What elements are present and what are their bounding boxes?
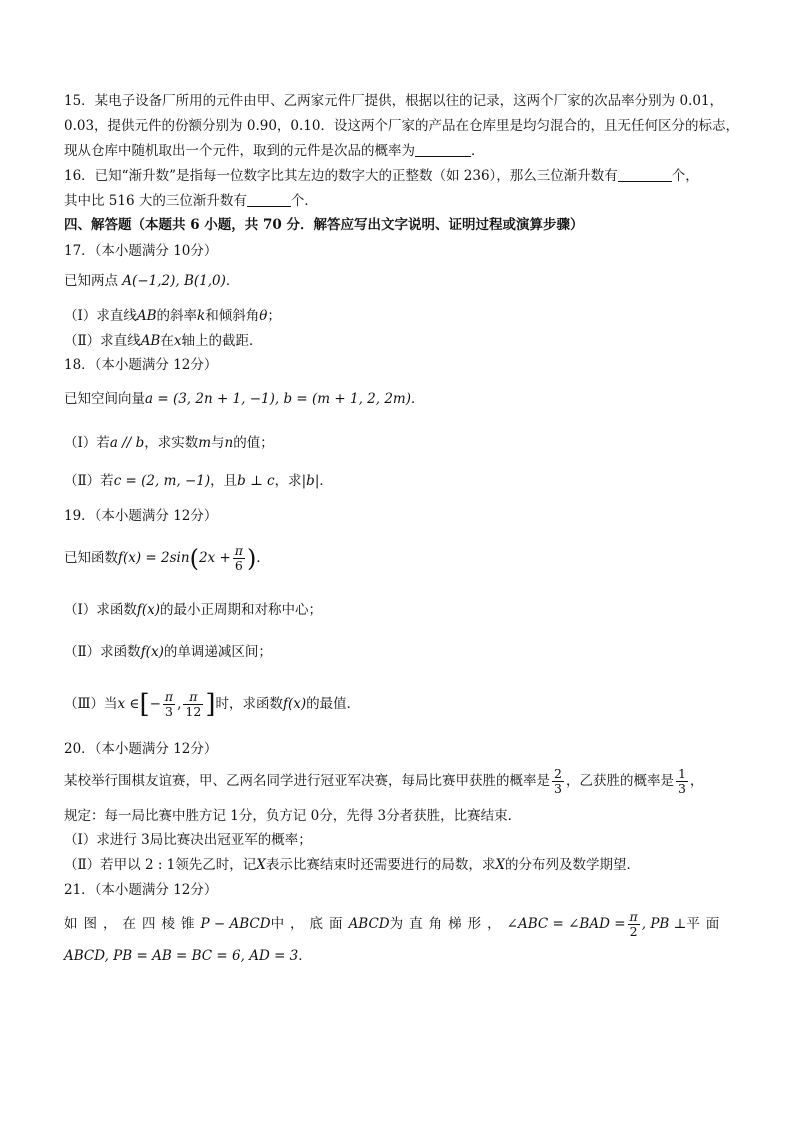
q17-stem: 已知两点 A(−1,2), B(1,0)． [64,273,240,289]
q15-line3: 现从仓库中随机取出一个元件，取到的元件是次品的概率为 ． [64,143,485,159]
q21-line2: ABCD, PB = AB = BC = 6, AD = 3． [64,948,312,964]
q18-stem: 已知空间向量a = (3, 2n + 1, −1), b = (m + 1, 2, 2m)． [64,391,425,407]
q20-part2: （Ⅱ）若甲以 2 : 1领先乙时，记X表示比赛结束时还需要进行的局数，求X的分布列及数学期望． [64,857,641,873]
q18-part1: （Ⅰ）若a // b，求实数m与n的值； [64,435,274,451]
fraction: $\frac{\pi}{2}$ [629,909,638,939]
q17-part1: （Ⅰ）求直线AB的斜率k和倾斜角θ； [64,308,281,324]
q20-stem: 某校举行围棋友谊赛，甲、乙两名同学进行冠亚军决赛，每局比赛甲获胜的概率是 $\frac{2}{3}$ ，乙获胜的概率是 $\frac{1}{3}$ ， [64,766,704,796]
q18-header: 18．（本小题满分 12分） [64,357,218,373]
q15-line1: 15．某电子设备厂所用的元件由甲、乙两家元件厂提供，根据以往的记录，这两个厂家的次品率分别为 0.01， [64,93,724,109]
q17-part2: （Ⅱ）求直线AB在x轴上的截距． [64,333,263,349]
fraction: $\frac{\pi}{6}$ [234,543,243,573]
fraction: $\frac{1}{3}$ [677,766,686,796]
q19-stem: 已知函数f(x) = 2sin(2x + $\frac{\pi}{6}$ )． [64,543,270,573]
q20-part1: （Ⅰ）求进行 3局比赛决出冠亚军的概率； [64,832,312,848]
answer-blank[interactable] [618,168,672,182]
q17-header: 17．（本小题满分 10分） [64,243,218,259]
q19-part1: （Ⅰ）求函数f(x)的最小正周期和对称中心； [64,602,322,618]
q21-header: 21．（本小题满分 12分） [64,882,218,898]
q20-rule: 规定：每一局比赛中胜方记 1分，负方记 0分，先得 3分者获胜，比赛结束． [64,808,522,824]
answer-blank[interactable] [247,193,291,207]
fraction: $\frac{\pi}{12}$ [185,689,202,719]
q15-line2: 0.03，提供元件的份额分别为 0.90，0.10．设这两个厂家的产品在仓库里是均匀混合的，且无任何区分的标志， [64,118,739,134]
fraction: $\frac{\pi}{3}$ [164,689,174,719]
q16-line2: 其中比 516 大的三位渐升数有 个． [64,193,318,209]
q21-stem: 如图，在四棱锥P − ABCD中，底面ABCD为直角梯形，∠ABC = ∠BAD = $\frac{\pi}{2}$ , PB ⊥平面 [64,909,726,939]
fraction: $\frac{2}{3}$ [554,766,562,796]
q19-part3: （Ⅲ）当x ∈[− $\frac{\pi}{3}$ , $\frac{\pi}{12}$ ]时，求函数f(x)的最值． [64,689,361,720]
q19-header: 19．（本小题满分 12分） [64,508,218,524]
answer-blank[interactable] [415,143,471,157]
q19-part2: （Ⅱ）求函数f(x)的单调递减区间； [64,644,272,660]
q16-line1: 16．已知“渐升数”是指每一位数字比其左边的数字大的正整数（如 236），那么三位渐升数有 个， [64,168,699,184]
q18-part2: （Ⅱ）若c = (2, m, −1)，且b ⊥ c，求|b|． [64,473,333,489]
q20-header: 20．（本小题满分 12分） [64,741,218,757]
section-title: 四、解答题（本题共 6 小题，共 70 分．解答应写出文字说明、证明过程或演算步骤） [64,217,584,233]
